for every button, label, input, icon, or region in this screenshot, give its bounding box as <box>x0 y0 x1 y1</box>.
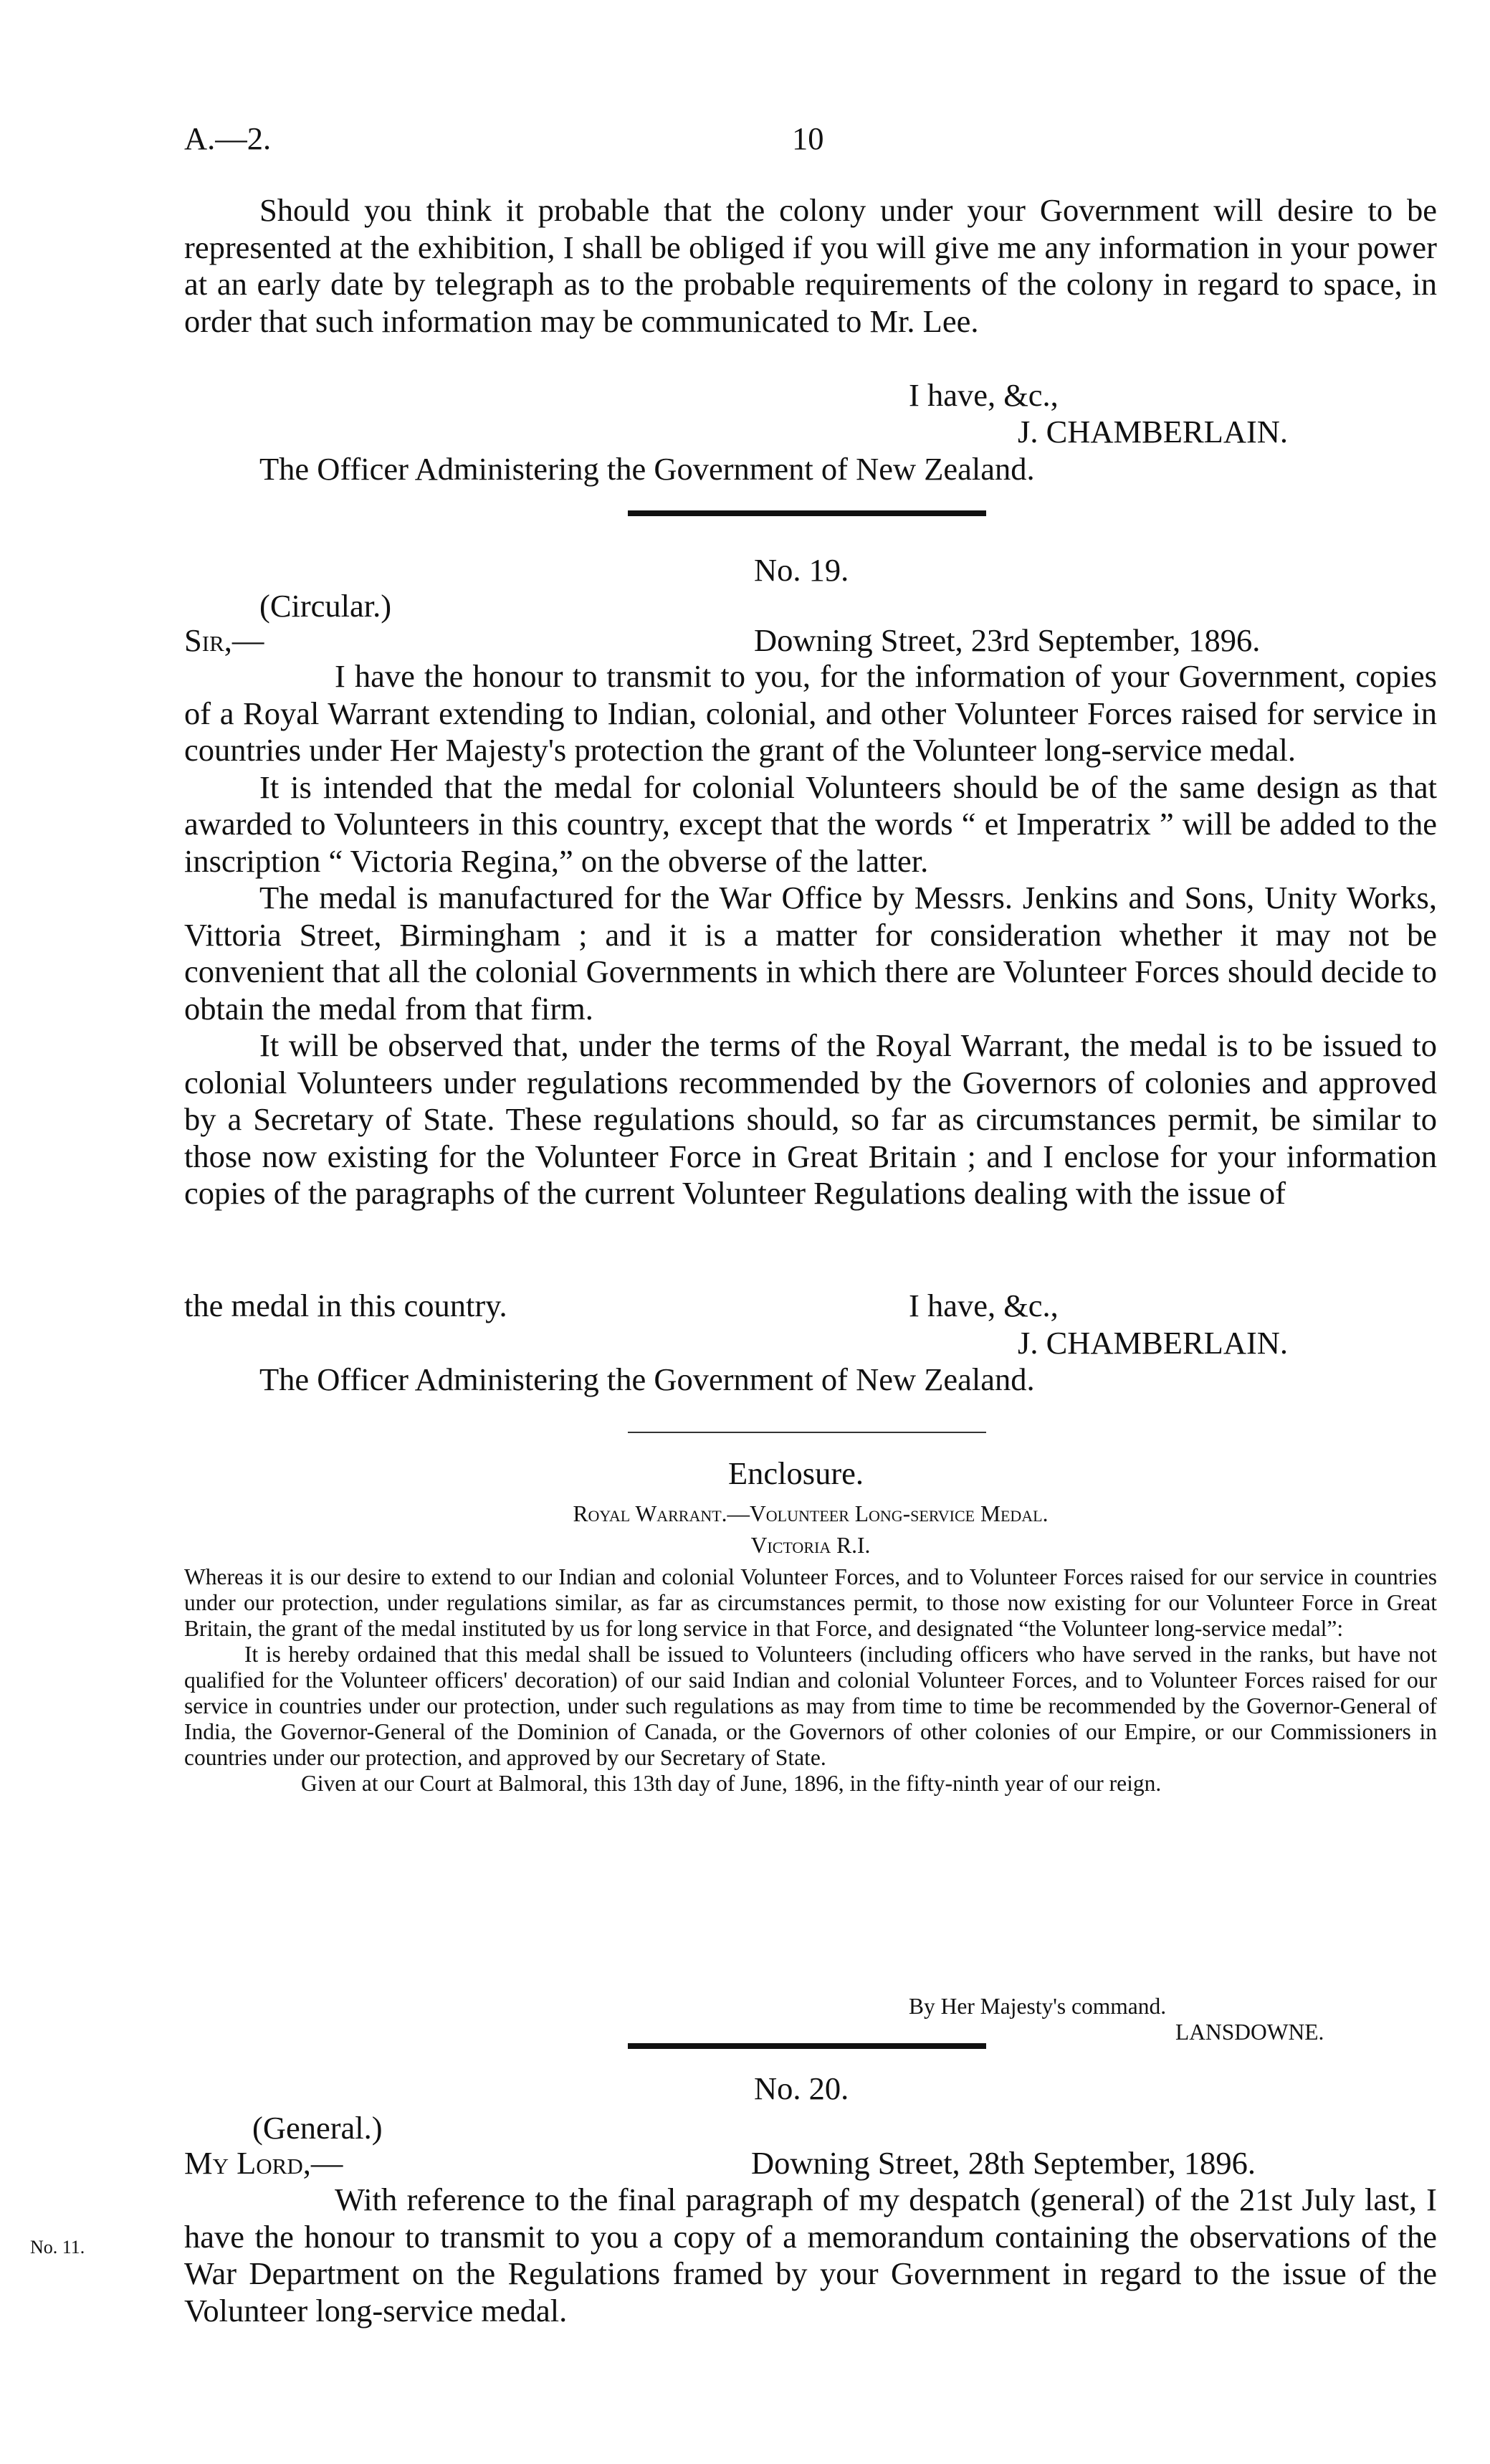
section-divider <box>628 2043 986 2049</box>
despatch-number: No. 19. <box>754 552 849 588</box>
margin-reference: No. 11. <box>30 2237 85 2258</box>
command-line: By Her Majesty's command. <box>909 1994 1167 2019</box>
addressee: The Officer Administering the Government of New Zealand. <box>259 1361 1035 1397</box>
signature: J. CHAMBERLAIN. <box>1018 414 1289 449</box>
place-date: Downing Street, 28th September, 1896. <box>751 2145 1256 2181</box>
despatch-type: (General.) <box>252 2110 383 2146</box>
paragraph-last-line: the medal in this country. <box>184 1288 507 1323</box>
signature: LANSDOWNE. <box>1175 2020 1324 2045</box>
closing: I have, &c., <box>909 377 1059 413</box>
series-label: A.—2. <box>184 120 272 156</box>
paragraph: It will be observed that, under the terms of the Royal Warrant, the medal is to be issued to colonial Volunteers under regulations recommended by the Governors of colonies and approved by a Secretary of State. These regulations should, so far as circumstances permit, be similar to those now existing for the Volunteer Force in Great Britain ; and I enclose for your information copies of the paragraphs of the current Volunteer Regulations dealing with the issue of <box>184 1027 1437 1211</box>
paragraph: Whereas it is our desire to extend to our Indian and colonial Volunteer Forces, and to Volunteer Forces raised for our service in countries under our protection, under regulations similar, as far as circumstances permit, to those now existing for our Volunteer Force in Great Britain, the grant of the medal instituted by us for long service in that Force, and designated “the Volunteer long-service medal”: <box>184 1564 1437 1641</box>
enclosure-heading: Enclosure. <box>728 1455 864 1491</box>
royal-warrant-text <box>184 1564 1437 1797</box>
letter-continuation <box>184 192 1437 340</box>
letter-body <box>184 2182 1437 2329</box>
enclosure-subheading: Royal Warrant.—Volunteer Long-service Medal. <box>573 1501 1049 1526</box>
paragraph: Given at our Court at Balmoral, this 13th day of June, 1896, in the fifty-ninth year of our reign. <box>301 1771 1162 1796</box>
letter-body <box>184 658 1437 1212</box>
paragraph: It is intended that the medal for colonial Volunteers should be of the same design as that awarded to Volunteers in this country, except that the words “ et Imperatrix ” will be added to the inscription “ Victoria Regina,” on the obverse of the latter. <box>184 769 1437 879</box>
place-date: Downing Street, 23rd September, 1896. <box>754 622 1261 658</box>
sovereign-line: Victoria R.I. <box>750 1533 871 1558</box>
paragraph: I have the honour to transmit to you, for the information of your Government, copies of a Royal Warrant extending to Indian, colonial, and other Volunteer Forces raised for service in countries under Her Majesty's protection the grant of the Volunteer long-service medal. <box>184 658 1437 768</box>
section-divider <box>628 510 986 516</box>
despatch-number: No. 20. <box>754 2070 849 2106</box>
closing: I have, &c., <box>909 1288 1059 1323</box>
salutation: Sir,— <box>184 622 264 658</box>
paragraph: The medal is manufactured for the War Office by Messrs. Jenkins and Sons, Unity Works, Vittoria Street, Birmingham ; and it is a matter for consideration whether it may not be convenient that all the colonial Governments in which there are Volunteer Forces should decide to obtain the medal from that firm. <box>184 880 1437 1027</box>
addressee: The Officer Administering the Government of New Zealand. <box>259 451 1035 487</box>
section-divider <box>628 1432 986 1433</box>
signature: J. CHAMBERLAIN. <box>1018 1325 1289 1361</box>
despatch-type: (Circular.) <box>259 588 392 624</box>
paragraph: Should you think it probable that the colony under your Government will desire to be represented at the exhibition, I shall be obliged if you will give me any information in your power at an early date by telegraph as to the probable requirements of the colony in regard to space, in order that such information may be communicated to Mr. Lee. <box>184 192 1437 339</box>
salutation: My Lord,— <box>184 2145 343 2181</box>
paragraph: It is hereby ordained that this medal shall be issued to Volunteers (including officers who have served in the ranks, but have not qualified for the Volunteer officers' decoration) of our said Indian and colonial Volunteer Forces, and to Volunteer Forces raised for our service in countries under our protection, under such regulations as may from time to time be recommended by the Governor-General of India, the Governor-General of the Dominion of Canada, or the Governors of other colonies of our Empire, or our Commissioners in countries under our protection, and approved by our Secretary of State. <box>184 1642 1437 1770</box>
page-number: 10 <box>792 120 824 156</box>
paragraph: With reference to the final paragraph of my despatch (general) of the 21st July last, I have the honour to transmit to you a copy of a memorandum containing the observations of the War Department on the Regulations framed by your Government in regard to the issue of the Volunteer long-service medal. <box>184 2182 1437 2329</box>
